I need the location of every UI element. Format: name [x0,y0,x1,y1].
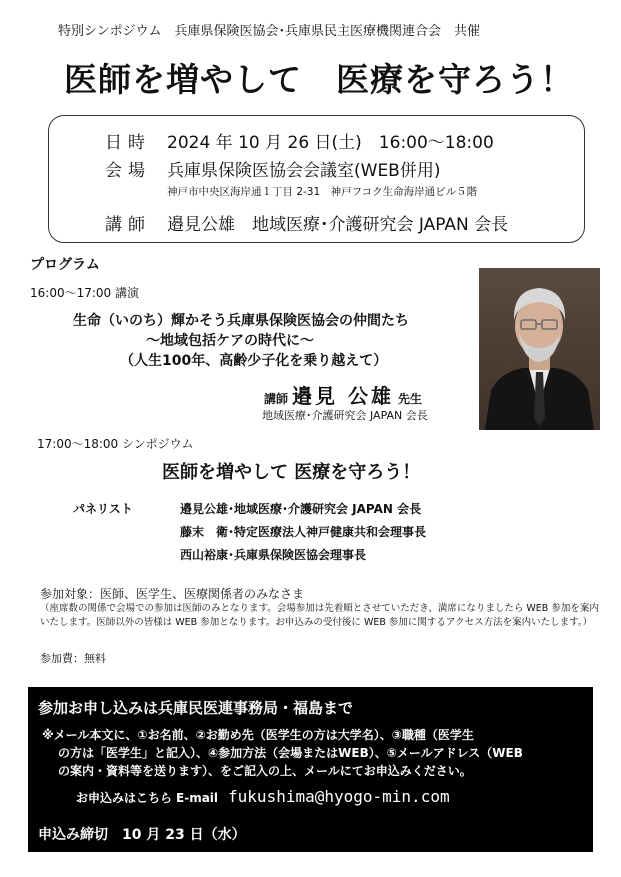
panelist-item: 藤末 衛･特定医療法人神戸健康共和会理事長 [180,525,427,539]
panelist-item: 西山裕康･兵庫県保険医協会理事長 [180,548,367,562]
lecture-title-line: 生命（いのち）輝かそう兵庫県保険医協会の仲間たち [73,313,409,329]
email-line [76,787,450,806]
participation-fee: 参加費：無料 [40,652,106,665]
lecture-title-line: ～地域包括ケアの時代に～ [146,333,314,349]
lecturer-prefix: 講師 [264,392,289,406]
venue-value: 兵庫県保険医協会会議室(WEB併用) [167,161,441,181]
application-instruction: の案内・資料等を送ります）、をご記入の上、メールにてお申込みください。 [58,764,472,778]
lecture-time: 16:00～17:00 講演 [30,286,139,300]
speaker-value: 邉見公雄 地域医療･介護研究会 JAPAN 会長 [167,215,509,235]
date-label: 日時 [105,133,151,153]
venue-label: 会場 [105,161,151,181]
date-value: 2024 年 10 月 26 日(土) 16:00～18:00 [167,133,494,153]
target-audience: 参加対象：医師、医学生、医療関係者のみなさま [40,587,305,601]
symposium-time: 17:00～18:00 シンポジウム [37,437,194,451]
lecturer-affiliation: 地域医療･介護研究会 JAPAN 会長 [262,409,428,422]
application-instruction: の方は「医学生」と記入）、④参加方法（会場またはWEB）、⑤メールアドレス（WEB [58,746,523,760]
email-label: E-mail [176,791,219,805]
program-heading: プログラム [30,257,100,273]
speaker-portrait-icon [479,268,600,430]
venue-address: 神戸市中央区海岸通１丁目 2-31 神戸フコク生命海岸通ビル５階 [167,186,478,198]
email-prefix: お申込みはこちら [76,791,173,805]
application-deadline: 申込み締切 10 月 23 日（水） [38,827,246,843]
lecturer-line [264,380,422,409]
speaker-label: 講師 [105,215,151,235]
symposium-title: 医師を増やして 医療を守ろう！ [162,462,421,483]
lecture-title-line: （人生100年、高齢少子化を乗り越えて） [120,353,388,369]
participation-note: （座席数の関係で会場での参加は医師のみとなります。会場参加は先着順とさせていただき、満席になりましたら WEB 参加を案内いたします。医師以外の皆様は WEB 参加となります。お申込みの受付後に WEB 参加に関するアクセス方法を案内いたします。） [40,603,599,628]
email-link[interactable]: fukushima@hyogo-min.com [228,787,450,806]
panelist-item: 邉見公雄･地域医療･介護研究会 JAPAN 会長 [180,502,422,516]
info-box [48,115,585,243]
application-instruction: ※メール本文に、①お名前、②お勤め先（医学生の方は大学名）、③職種（医学生 [42,728,474,742]
lecturer-suffix: 先生 [397,392,422,406]
application-box [28,687,593,852]
lecturer-name: 邉見 公雄 [292,384,394,408]
sponsor-line: 特別シンポジウム 兵庫県保険医協会･兵庫県民主医療機関連合会 共催 [58,24,481,39]
main-title: 医師を増やして 医療を守ろう！ [64,60,574,99]
panelist-label: パネリスト [73,502,133,516]
application-heading: 参加お申し込みは兵庫民医連事務局・福島まで [38,699,354,717]
